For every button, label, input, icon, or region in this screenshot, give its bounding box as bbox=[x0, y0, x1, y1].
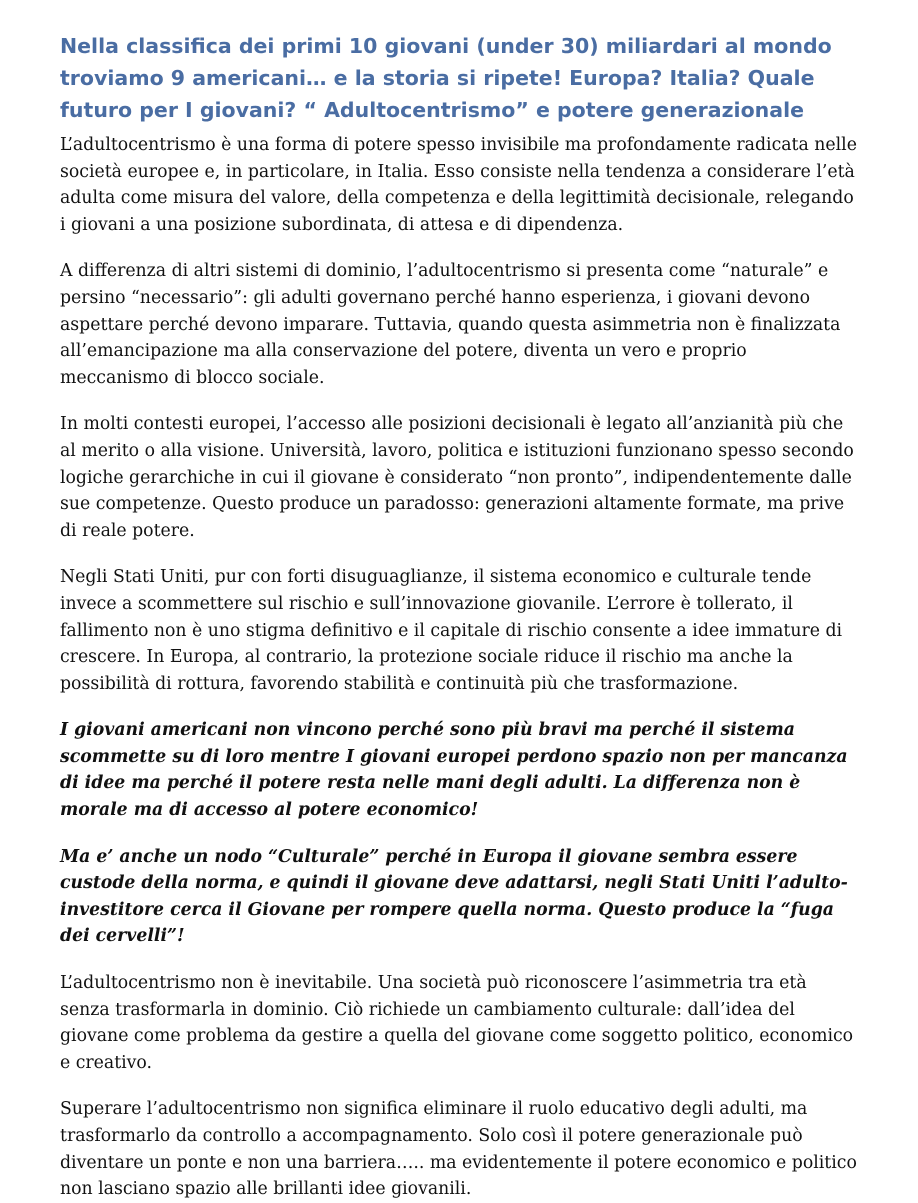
emphasis-paragraph-1: I giovani americani non vincono perché sono più bravi ma perché il sistema scommette su di loro mentre I giovani europei perdono spazio non per mancanza di idee ma perché il potere resta nelle mani degli adulti. La differenza non è morale ma di accesso al potere economico! bbox=[60, 720, 848, 821]
paragraph-2: A differenza di altri sistemi di dominio, l’adultocentrismo si presenta come “naturale” e persino “necessario”: gli adulti governano perché hanno esperienza, i giovani devono aspettare perché devono imparare. Tuttavia, quando questa asimmetria non è finalizzata all’emancipazione ma alla conservazione del potere, diventa un vero e proprio meccanismo di blocco sociale. bbox=[60, 261, 841, 388]
document-page bbox=[60, 30, 860, 1203]
paragraph-3: In molti contesti europei, l’accesso alle posizioni decisionali è legato all’anzianità più che al merito o alla visione. Università, lavoro, politica e istituzioni funzionano spesso secondo logiche gerarchiche in cui il giovane è considerato “non pronto”, indipendentemente dalle sue competenze. Questo produce un paradosso: generazioni altamente formate, ma prive di reale potere. bbox=[60, 414, 854, 541]
document-title: Nella classifica dei primi 10 giovani (under 30) miliardari al mondo troviamo 9 americani… e la storia si ripete! Europa? Italia? Quale futuro per I giovani? “ Adultocentrismo” e potere generazionale bbox=[60, 34, 832, 122]
paragraph-7: L’adultocentrismo non è inevitabile. Una società può riconoscere l’asimmetria tra età senza trasformarla in dominio. Ciò richiede un cambiamento culturale: dall’idea del giovane come problema da gestire a quella del giovane come soggetto politico, economico e creativo. bbox=[60, 973, 854, 1073]
paragraph-8: Superare l’adultocentrismo non significa eliminare il ruolo educativo degli adulti, ma trasformarlo da controllo a accompagnamento. Solo così il potere generazionale può diventare un ponte e non una barriera….. ma evidentemente il potere economico e politico non lasciano spazio alle brillanti idee giovanili. bbox=[60, 1099, 857, 1200]
emphasis-paragraph-2: Ma e’ anche un nodo “Culturale” perché in Europa il giovane sembra essere custode della norma, e quindi il giovane deve adattarsi, negli Stati Uniti l’adulto-investitore cerca il Giovane per rompere quella norma. Questo produce la “fuga dei cervelli”! bbox=[60, 846, 848, 947]
paragraph-4: Negli Stati Uniti, pur con forti disuguaglianze, il sistema economico e culturale tende invece a scommettere sul rischio e sull’innovazione giovanile. L’errore è tollerato, il fallimento non è uno stigma definitivo e il capitale di rischio consente a idee immature di crescere. In Europa, al contrario, la protezione sociale riduce il rischio ma anche la possibilità di rottura, favorendo stabilità e continuità più che trasformazione. bbox=[60, 567, 843, 694]
paragraph-1: L’adultocentrismo è una forma di potere spesso invisibile ma profondamente radicata nelle società europee e, in particolare, in Italia. Esso consiste nella tendenza a considerare l’età adulta come misura del valore, della competenza e della legittimità decisionale, relegando i giovani a una posizione subordinata, di attesa e di dipendenza. bbox=[60, 135, 857, 235]
